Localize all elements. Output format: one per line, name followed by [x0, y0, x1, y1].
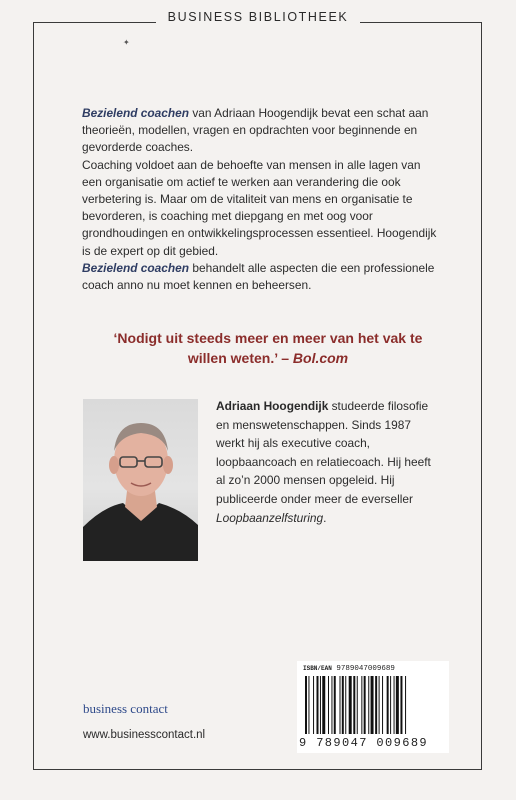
series-title: BUSINESS BIBLIOTHEEK [156, 10, 361, 24]
book-description [82, 105, 442, 294]
publisher-logo: business contact [83, 701, 168, 716]
barcode-digits: 9 789047 009689 [299, 736, 429, 750]
spark-icon: ✦ [123, 38, 130, 47]
book-title-inline: Bezielend coachen [82, 106, 190, 120]
author-name: Adriaan Hoogendijk [216, 399, 329, 413]
publisher-website: www.businesscontact.nl [83, 729, 206, 741]
bio-text-end: . [323, 510, 327, 525]
quote-text: ‘Nodigt uit steeds meer en meer van het vak te willen weten.’ – [113, 330, 423, 366]
review-quote [108, 328, 428, 368]
quote-source: Bol.com [292, 350, 349, 366]
author-portrait-image [83, 399, 198, 561]
bio-text: studeerde filosofie en menswetenschappen. Sinds 1987 werkt hij als executive coach, loopbaancoach en relatiecoach. Hij heeft al zo’n 2000 mensen opgeleid. Hij publiceerde onder meer de everseller [216, 399, 431, 506]
author-photo [83, 399, 198, 561]
isbn-label [303, 665, 395, 673]
isbn-tag: ISBN/EAN [303, 665, 332, 672]
isbn-barcode [297, 661, 449, 753]
barcode-bars [305, 676, 443, 736]
isbn-number: 9789047009689 [336, 665, 395, 673]
description-paragraph-2: Coaching voldoet aan de behoefte van mensen in alle lagen van een organisatie om actief te werken aan verandering die ook verbetering is. Maar om de vitaliteit van mens en organisatie te bevorderen, is coaching met diepgang en met oog voor grondhoudingen en ontwikkelingsprocessen essentieel. Hoogendijk is de expert op dit gebied. [82, 157, 437, 258]
description-text: van Adriaan Hoogendijk bevat een schat aan theorieën, modellen, vragen en opdrachten voor beginnende en gevorderde coaches. [82, 106, 429, 155]
description-paragraph-1 [82, 105, 442, 157]
author-bio [216, 397, 436, 527]
bio-book-title: Loopbaanzelfsturing [216, 510, 324, 525]
description-text: behandelt alle aspecten die een professionele coach anno nu moet kennen en beheersen. [82, 260, 435, 293]
description-paragraph-3 [82, 260, 442, 294]
series-header [0, 10, 516, 24]
book-title-inline: Bezielend coachen [82, 260, 190, 275]
